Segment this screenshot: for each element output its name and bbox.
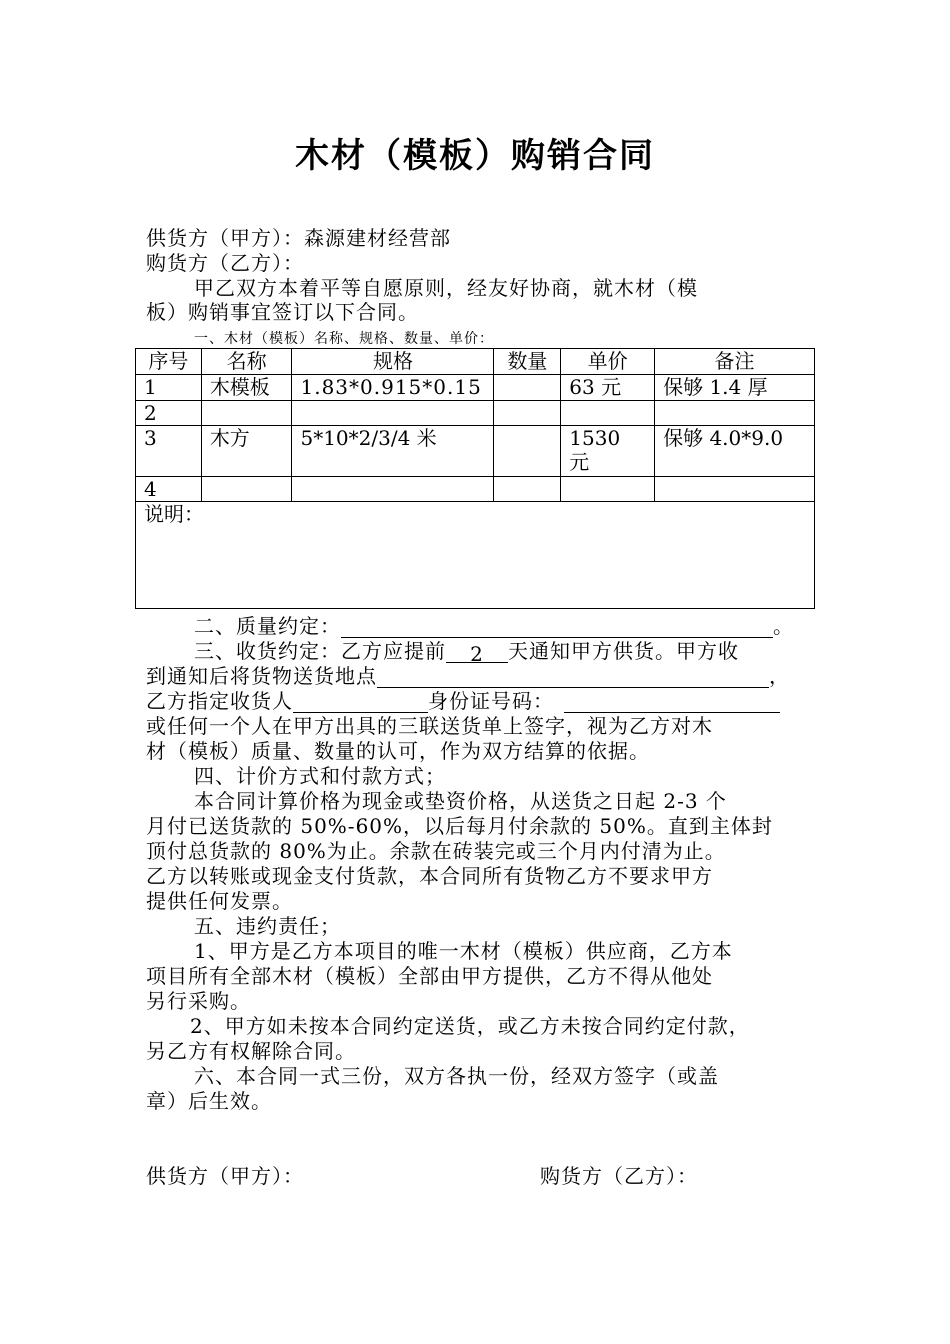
section3-line-4: 或任何一个人在甲方出具的三联送货单上签字，视为乙方对木 bbox=[146, 714, 713, 738]
notice-days: 2 bbox=[446, 642, 508, 663]
section3-text: 身份证号码： bbox=[428, 689, 554, 713]
header-cell: 数量 bbox=[494, 349, 561, 375]
table-cell: 木模板 bbox=[201, 375, 292, 401]
receiver-blank bbox=[293, 692, 428, 713]
goods-table bbox=[135, 348, 815, 609]
id-number-blank bbox=[564, 692, 780, 713]
table-cell bbox=[655, 477, 815, 502]
section4-line: 顶付总货款的 80%为止。余款在砖装完或三个月内付清为止。 bbox=[146, 839, 726, 863]
section5-heading: 五、违约责任； bbox=[194, 914, 341, 938]
supplier-signature-label: 供货方（甲方）： bbox=[146, 1164, 304, 1188]
table-cell bbox=[561, 477, 655, 502]
section4-line: 月付已送货款的 50%-60%，以后每月付余款的 50%。直到主体封 bbox=[146, 814, 773, 838]
section2-line bbox=[194, 614, 794, 638]
quality-blank bbox=[341, 617, 773, 638]
table-header-row bbox=[136, 349, 815, 375]
document-title: 木材（模板）购销合同 bbox=[295, 136, 655, 176]
table-cell bbox=[292, 401, 494, 426]
table-row bbox=[136, 401, 815, 426]
table-cell bbox=[292, 477, 494, 502]
table-row bbox=[136, 375, 815, 401]
table-cell bbox=[201, 401, 292, 426]
section4-line: 本合同计算价格为现金或垫资价格，从送货之日起 2-3 个 bbox=[194, 789, 727, 813]
header-cell: 规格 bbox=[292, 349, 494, 375]
section1-heading: 一、木材（模板）名称、规格、数量、单价： bbox=[194, 331, 494, 347]
table-cell bbox=[494, 375, 561, 401]
table-cell bbox=[561, 401, 655, 426]
section5-line: 2、甲方如未按本合同约定送货，或乙方未按合同约定付款， bbox=[190, 1014, 750, 1038]
note-cell: 说明： bbox=[136, 502, 815, 609]
section5-line: 1、甲方是乙方本项目的唯一木材（模板）供应商，乙方本 bbox=[194, 939, 733, 963]
section2-label: 二、质量约定： bbox=[194, 614, 341, 638]
section4-heading: 四、计价方式和付款方式； bbox=[194, 764, 446, 788]
section3-text: 三、收货约定：乙方应提前 bbox=[194, 639, 446, 663]
section3-text: 乙方指定收货人 bbox=[146, 689, 293, 713]
table-cell bbox=[655, 401, 815, 426]
section3-text: 到通知后将货物送货地点 bbox=[146, 664, 377, 688]
table-cell: 1.83*0.915*0.15 bbox=[292, 375, 494, 401]
table-row bbox=[136, 426, 815, 477]
section3-line-3 bbox=[146, 689, 780, 713]
table-cell bbox=[494, 401, 561, 426]
table-cell: 2 bbox=[136, 401, 202, 426]
section4-line: 乙方以转账或现金支付货款，本合同所有货物乙方不要求甲方 bbox=[146, 864, 713, 888]
delivery-address-blank bbox=[377, 667, 769, 688]
section4-line: 提供任何发票。 bbox=[146, 889, 293, 913]
table-cell: 保够 1.4 厚 bbox=[655, 375, 815, 401]
table-note-row bbox=[136, 502, 815, 609]
table-cell: 1 bbox=[136, 375, 202, 401]
table-cell: 木方 bbox=[201, 426, 292, 477]
intro-line-1: 甲乙双方本着平等自愿原则，经友好协商，就木材（模 bbox=[194, 276, 698, 300]
section6-line: 六、本合同一式三份，双方各执一份，经双方签字（或盖 bbox=[194, 1064, 719, 1088]
section2-end: 。 bbox=[773, 614, 794, 638]
header-cell: 备注 bbox=[655, 349, 815, 375]
buyer-party: 购货方（乙方）： bbox=[146, 251, 304, 275]
header-cell: 单价 bbox=[561, 349, 655, 375]
section5-line: 另行采购。 bbox=[146, 989, 251, 1013]
table-cell: 63 元 bbox=[561, 375, 655, 401]
table-cell: 1530 元 bbox=[561, 426, 655, 477]
section3-line-2 bbox=[146, 664, 790, 688]
intro-line-2: 板）购销事宜签订以下合同。 bbox=[146, 300, 419, 324]
supplier-party: 供货方（甲方）：森源建材经营部 bbox=[146, 226, 451, 250]
section3-text: ， bbox=[769, 664, 790, 688]
section6-line: 章）后生效。 bbox=[146, 1089, 272, 1113]
table-cell: 3 bbox=[136, 426, 202, 477]
table-cell: 5*10*2/3/4 米 bbox=[292, 426, 494, 477]
table-cell bbox=[494, 477, 561, 502]
table-cell: 保够 4.0*9.0 bbox=[655, 426, 815, 477]
section3-text: 天通知甲方供货。甲方收 bbox=[508, 639, 739, 663]
section3-line-1 bbox=[194, 639, 739, 666]
table-cell bbox=[494, 426, 561, 477]
table-cell: 4 bbox=[136, 477, 202, 502]
header-cell: 序号 bbox=[136, 349, 202, 375]
table-cell bbox=[201, 477, 292, 502]
table-row bbox=[136, 477, 815, 502]
section5-line: 另乙方有权解除合同。 bbox=[146, 1039, 356, 1063]
section5-line: 项目所有全部木材（模板）全部由甲方提供，乙方不得从他处 bbox=[146, 964, 713, 988]
section3-line-5: 材（模板）质量、数量的认可，作为双方结算的依据。 bbox=[146, 739, 650, 763]
header-cell: 名称 bbox=[201, 349, 292, 375]
buyer-signature-label: 购货方（乙方）： bbox=[540, 1164, 698, 1188]
